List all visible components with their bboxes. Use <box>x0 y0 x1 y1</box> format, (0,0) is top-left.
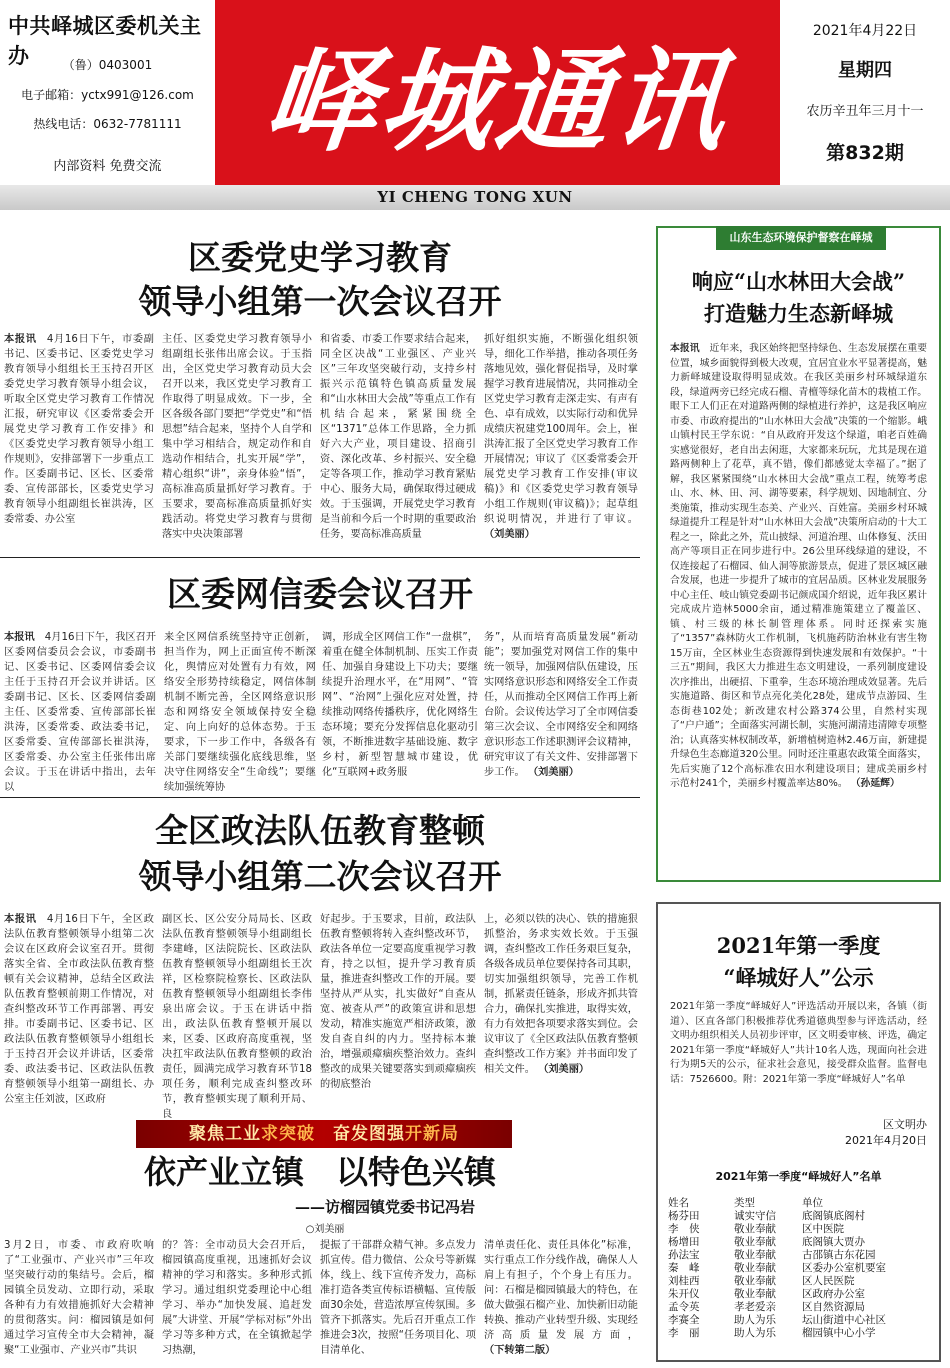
eco-feature-box <box>656 226 941 882</box>
good-body: 2021年第一季度“峄城好人”评选活动开展以来，各镇（街道）、区直各部门积极推荐优秀道德典型参与评选活动，经文明办组织相关人员初步评审，区文明委审核、评选，确定2021年第一季度“峄城好人”共计10名人选，现面向社会进行为期5天的公示，征求社会意见，接受群众监督。监督电话：7526600。附：2021年第一季度“峄城好人”名单 <box>670 1001 927 1085</box>
article4-text4: 清单责任化、责任具体化”标准，实行重点工作分线作战，确保人人肩上有担子，个个身上有压力。问：石榴是榴园镇最大的特色，在做大做强石榴产业、加快新旧动能转换、推动产业转型升级、实现经济高质量发展方面， <box>484 1240 638 1341</box>
person-unit: 榴园镇中心小学 <box>802 1327 876 1339</box>
good-sign-org: 区文明办 <box>883 1118 927 1131</box>
person-type: 敬业奉献 <box>734 1288 776 1300</box>
article1-col2 <box>162 332 312 548</box>
article3-headline <box>0 808 640 900</box>
good-sign <box>845 1116 927 1148</box>
list-row <box>668 1301 930 1314</box>
person-unit: 底阁镇底阁村 <box>802 1210 865 1222</box>
article3-col1 <box>4 912 154 1110</box>
person-name: 杨增田 <box>668 1236 700 1248</box>
person-unit: 区政府办公室 <box>802 1288 865 1300</box>
person-type: 孝老爱亲 <box>734 1301 776 1313</box>
article2-col4 <box>484 630 638 788</box>
article1-col1 <box>4 332 154 548</box>
article1-text3: 和省委、市委工作要求结合起来，同全区决战“工业强区、产业兴区”三年攻坚突破行动，支持乡村振兴示范镇特色镇高质量发展和“山水林田大会战”等重点工作有机结合起来，紧紧围绕全区“1371”总体工作思路，全力抓好六大产业，项目建设、招商引资、深化改革、乡村振兴、安全稳定等各项工作，推动学习教育紧贴中心、服务大局，确保取得过硬成效。于玉强调，开展党史学习教育是当前和今后一个时期的重要政治任务，要高标准高质量 <box>320 334 476 540</box>
article4-author: ○刘美丽 <box>305 1224 345 1235</box>
article1-col3 <box>320 332 476 548</box>
article4-text2: 的？答：全市动员大会召开后，榴园镇高度重视，迅速抓好会议精神的学习和落实。多种形式抓学习。通过组织党委理论中心组学习、举办“加快发展、追赶发展”大讲堂、开展“学标对标”外出学习等多种方式，在全镇掀起学习热潮， <box>162 1240 312 1356</box>
person-unit: 古邵镇古东花园 <box>802 1249 876 1261</box>
article3-text3: 好起步。于玉要求，目前，政法队伍教育整顿将转入查纠整改环节，政法各单位一定要高度重视学习教育，持之以恒，提升学习教育质量，推进查纠整改工作的开展。要坚持从严从实，扎实做好“自查从宽、被查从严”的政策宣讲和思想发动，精准实施宽严相济政策，激发自查自纠的内力。坚持标本兼治，增强顽瘴痼疾整治效力。查纠整改的成果关键要落实到顽瘴痼疾的彻底整治 <box>320 914 476 1090</box>
article3-text1: 4月16日下午，全区政法队伍教育整顿领导小组第二次会议在区政府会议室召开。贯彻落实全省、全市政法队伍教育整顿有关会议精神，总结全区政法队伍教育整顿前期工作情况，对查纠整改环节工作再部署、再安排。市委副书记、区委书记、区政法队伍教育整顿领导小组组长于玉持召开会议并讲话，区委常委、政法委书记、区政法队伍教育整顿领导小组第一副组长、办公室主任刘波，区政府 <box>4 914 154 1105</box>
email: 电子邮箱：yctx991@126.com <box>21 88 194 102</box>
article3-text2: 副区长、区公安分局局长、区政法队伍教育整顿领导小组副组长李建峰，区法院院长、区政法队伍教育整顿领导小组副组长王次祥，区检察院检察长、区政法队伍教育整顿领导小组副组长李伟泉出席会议。于玉在讲话中指出，政法队伍教育整顿开展以来，区委、区政府高度重视，坚决扛牢政法队伍教育整顿的政治责任，圆满完成学习教育环节18项任务，顺利完成查纠整改环节，教育整顿实现了顺利开局、良 <box>162 914 312 1120</box>
article2-col1 <box>4 630 156 793</box>
distribution-note: 内部资料 免费交流 <box>53 159 162 174</box>
header-name: 姓名 <box>668 1197 689 1209</box>
person-name: 李 丽 <box>668 1327 700 1339</box>
person-type: 敬业奉献 <box>734 1223 776 1235</box>
section-banner <box>136 1120 512 1148</box>
person-type: 敬业奉献 <box>734 1249 776 1261</box>
article3-byline: （刘美丽） <box>538 1064 590 1075</box>
good-people-list <box>668 1197 930 1340</box>
masthead-logo-panel <box>215 0 780 185</box>
article4-text3: 提振了干部群众精气神。多点发力抓宣传。借力微信、公众号等新媒体，线上、线下宣传齐发力，高标准打造各类宣传标语横幅、宣传版面30余处，营造浓厚宣传氛围。多管齐下抓落实。先后召开重点工作推进会3次，按照“任务项目化、项目清单化、 <box>320 1240 476 1356</box>
person-unit: 区委办公室机要室 <box>802 1262 886 1274</box>
good-title-line1: 2021年第一季度 <box>716 933 881 958</box>
good-people-box <box>656 902 941 1362</box>
article3-lead: 本报讯 <box>4 914 37 925</box>
eco-body <box>670 342 927 878</box>
person-name: 孙法宝 <box>668 1249 700 1261</box>
organizer: 中共峄城区委机关主办 <box>8 13 202 68</box>
article1-title-line2: 领导小组第一次会议召开 <box>138 282 502 321</box>
good-list-title: 2021年第一季度“峄城好人”名单 <box>715 1170 882 1183</box>
list-row <box>668 1327 930 1340</box>
list-row <box>668 1288 930 1301</box>
eco-title-line2: 打造魅力生态新峄城 <box>704 301 893 326</box>
list-row <box>668 1249 930 1262</box>
article2-text4: 务”，从而培育高质量发展“新动能”；要加强党对网信工作的集中统一领导，加强网信队伍建设，压实网络意识形态和网络安全工作责任，从而推动全区网信工作再上新台阶。会议传达学习了全市网信委第三次会议、全市网络安全和网络意识形态工作述职测评会议精神，研究审议了有关文件、安排部署下步工作。 <box>484 632 638 778</box>
banner-text-a: 聚焦工业 <box>189 1124 261 1144</box>
person-name: 杨芬田 <box>668 1210 700 1222</box>
divider <box>0 557 640 558</box>
eco-text: 近年来，我区始终把坚持绿色、生态发展摆在重要位置，城乡面貌得到极大改观，宜居宜业水平显著提高，魅力新峄城建设取得明显成效。在我区美丽乡村环城绿道东段，绿道两旁已经完成石榴、青檀等绿化苗木的栽植工作。眼下工人们正在对道路两侧的绿植进行养护，这是我区响应市委、市政府提出的“山水林田大会战”决策的一个缩影。峨山镇村民王学东说：“自从政府开发这个绿道，咱老百姓确实感觉很好，老自出去闲逛，大家都来玩玩，尤其是现在道路两侧种上了花草，真不错，像们都感觉太幸福了。”据了解，我区紧紧围绕“山水林田大会战”重点工程，统筹考虑山、水、林、田、河、湖等要素，科学规划、因地制宜、分类施策，推动实现生态美、产业兴、百姓富。美丽乡村环城绿道提升工程是针对“山水林田大会战”决策所启动的十大工程之一，除此之外，荒山披绿、河道治理、山体修复、沃田高产等项目正在同步进行中。26公里环线绿道的建设，不仅连接起了石榴园、仙人洞等旅游景点，促进了景区城区融合发展，也进一步提升了城市的宜居品质。区林业发展服务中心主任、岐山镇党委副书记颜成国介绍说，近年我区累计完成成片造林5000余亩，通过精准施策建立了覆盖区、镇、村三级的林长制管理体系。同时还探索实施了“1357”森林防火工作机制，飞机施药防治林业有害生物15万亩，全区林业生态资源得到快速发展和有效保护。“十三五”期间，我区大力推进生态文明建设，一系列制度建设次序推出，出硬招、下重拳，生态环境治理成效显著。先后实施道路、街区和节点亮化美化28处，建成节点游园、生态街巷102处；新改建农村公路374公里，自然村实现了“户户通”；全面落实河湖长制，实施河湖清违清障专项整治；认真落实林权制改革，新增植树造林2.46万亩，新建提升绿色生态廊道320公里。同时还注重惠农政策全面落实，先后实施了12个高标准农田水利建设项目；建成美丽乡村示范村241个，美丽乡村覆盖率达80%。 <box>670 343 928 789</box>
article3-text4: 上，必须以铁的决心、铁的措施狠抓整治，务求实效长效。于玉强调，查纠整改工作任务艰巨复杂，各级各成员单位要保持各司其职，切实加强组织领导，完善工作机制，抓紧责任链条，形成齐抓共管合力，确保扎实推进，取得实效，有力有效把各项要求落实到位。会议审议了《全区政法队伍教育整顿查纠整改工作方案》并书面印发了相关文件。 <box>484 914 638 1075</box>
article2-byline: （刘美丽） <box>528 767 579 778</box>
permit-number: （鲁）0403001 <box>62 58 153 72</box>
issue-date: 2021年4月22日 <box>812 23 918 39</box>
person-name: 孟令英 <box>668 1301 700 1313</box>
article4-subtitle: ——访榴园镇党委书记冯岩 <box>294 1198 475 1216</box>
person-name: 秦 峰 <box>668 1262 700 1274</box>
article3-title-line1: 全区政法队伍教育整顿 <box>155 811 485 850</box>
article1-headline <box>0 236 640 324</box>
article1-lead: 本报讯 <box>4 334 37 345</box>
article2-headline: 区委网信委会议召开 <box>167 575 473 615</box>
person-type: 助人为乐 <box>734 1314 776 1326</box>
article1-text4: 抓好组织实施，不断强化组织领导，细化工作举措，推动各项任务落地见效，强化督促指导，及时掌握学习教育进展情况，共同推动全区党史学习教育走深走实、有声有色、卓有成效，以实际行动和优异成绩庆祝建党100周年。会上，崔洪涛汇报了全区党史学习教育工作开展情况；审议了《区委常委会开展党史学习教育工作安排(审议稿)》和《区委党史学习教育领导小组工作规则(审议稿)》；起草组织说明情况，并进行了审议。 <box>484 334 638 525</box>
header-unit: 单位 <box>802 1197 823 1209</box>
pinyin-band: YI CHENG TONG XUN <box>0 185 950 210</box>
person-name: 刘桂西 <box>668 1275 700 1287</box>
masthead-right <box>780 0 950 185</box>
issue-number: 第832期 <box>826 142 904 164</box>
article2-text1: 4月16日下午，我区召开区委网信委员会会议，市委副书记、区委书记、区委网信委会议主任于玉持召开会议并讲话。区委副书记、区长、区委网信委副主任、区委常委、宣传部部长崔洪涛，区委常委、政法委书记，区委常委、宣传部部长崔洪涛，区委常委、办公室主任张伟出席会议。于玉在讲话中指出，去年以 <box>4 632 156 793</box>
list-row <box>668 1210 930 1223</box>
person-type: 助人为乐 <box>734 1327 776 1339</box>
header-type: 类型 <box>734 1197 755 1209</box>
list-header <box>668 1197 930 1210</box>
person-unit: 区人民医院 <box>802 1275 855 1287</box>
eco-tag-banner: 山东生态环境保护督察在峄城 <box>716 226 886 250</box>
banner-text-d: 开新局 <box>405 1124 459 1144</box>
article3-col4 <box>484 912 638 1110</box>
article1-text1: 4月16日下午，市委副书记、区委书记、区委党史学习教育领导小组组长王玉持召开区委党史学习教育领导小组会议，听取全区党史学习教育工作情况汇报，研究审议《区委常委会开展党史学习教育工作安排》和《区委党史学习教育领导小组工作规则》，安排部署下一步重点工作。区委副书记、区长、区委常委、宣传部部长，区委党史学习教育领导小组副组长崔洪涛，区委常委、办公室 <box>4 334 154 525</box>
weekday: 星期四 <box>838 60 892 81</box>
article4-headline: 依产业立镇 以特色兴镇 <box>143 1153 496 1191</box>
hotline: 热线电话：0632-7781111 <box>33 117 182 131</box>
article4-col4 <box>484 1238 638 1366</box>
article2-text2: 来全区网信系统坚持守正创新，担当作为，网上正面宣传不断深化，舆情应对处置有力有效，网络安全形势持续稳定，网信体制机制不断完善，全区网络意识形态和网络安全领域保持安全稳定、向上向好的总体态势。于玉要求，下一步工作中，各级各有关部门要继续强化底线思维，坚决守住网络安全“生命线”；要继续加强统筹协 <box>164 632 316 793</box>
divider <box>0 797 640 798</box>
newspaper-logo: 峄城通讯 <box>257 36 736 167</box>
good-title-line2: “峄城好人”公示 <box>723 965 874 990</box>
article2-text3: 调，形成全区网信工作“一盘棋”，着重在健全体制机制、压实工作责任、加强自身建设上下功夫；要继续提升治理水平，在“用网”、“管网”、“治网”上强化应对处置，持续推动网络传播秩序，优化网络生态环境；要充分发挥信息化驱动引领，不断推进数字基础设施、数字乡村，新型智慧城市建设，优化“互联网+政务服 <box>322 632 478 778</box>
person-unit: 底阁镇大贾办 <box>802 1236 865 1248</box>
eco-title-line1: 响应“山水林田大会战” <box>691 269 906 294</box>
article2-lead: 本报讯 <box>4 632 35 643</box>
list-row <box>668 1236 930 1249</box>
person-type: 敬业奉献 <box>734 1275 776 1287</box>
person-unit: 区中医院 <box>802 1223 844 1235</box>
eco-lead: 本报讯 <box>670 343 700 354</box>
article2-col3 <box>322 630 478 788</box>
article3-title-line2: 领导小组第二次会议召开 <box>138 857 502 896</box>
banner-text-c: 奋发图强 <box>333 1124 405 1144</box>
banner-text-b: 求突破 <box>261 1124 315 1144</box>
article1-col4 <box>484 332 638 548</box>
good-sign-date: 2021年4月20日 <box>845 1134 927 1147</box>
lunar-date: 农历辛丑年三月十一 <box>806 104 924 119</box>
article1-text2: 主任、区委党史学习教育领导小组副组长张伟出席会议。于玉指出，全区党史学习教育动员大会召开以来，我区党史学习教育工作取得了明显成效。下一步，全区各级各部门要把“学党史”和“悟思想”结合起来，坚持个人自学和集中学习相结合，规定动作和自选动作相结合，扎实开展“学”，精心组织“讲”，亲身体验“悟”，高标准高质量抓好学习教育。于玉要求，要高标准高质量抓好实践活动。将党史学习教育与贯彻落实中央决策部署 <box>162 334 312 540</box>
person-unit: 坛山街道中心社区 <box>802 1314 886 1326</box>
person-type: 诚实守信 <box>734 1210 776 1222</box>
person-name: 李赛全 <box>668 1314 700 1326</box>
article3-col2 <box>162 912 312 1120</box>
article4-col1 <box>4 1238 154 1366</box>
person-unit: 区自然资源局 <box>802 1301 865 1313</box>
masthead-left <box>0 0 215 185</box>
person-type: 敬业奉献 <box>734 1262 776 1274</box>
list-row <box>668 1314 930 1327</box>
eco-byline: （孙延辉） <box>850 778 900 789</box>
person-name: 朱开仪 <box>668 1288 700 1300</box>
article4-col2 <box>162 1238 312 1366</box>
article4-text1: 3月2日，市委、市政府吹响了“工业强市、产业兴市”三年攻坚突破行动的集结号。会后，榴园镇全员发动、立即行动，采取各种有力有效措施抓好大会精神的贯彻落实。问：榴园镇是如何通过学习宣传全市大会精神，凝聚“工业强市、产业兴市”共识 <box>4 1240 154 1356</box>
list-row <box>668 1262 930 1275</box>
list-row <box>668 1275 930 1288</box>
article3-col3 <box>320 912 476 1110</box>
article1-byline: （刘美丽） <box>484 529 535 540</box>
list-row <box>668 1223 930 1236</box>
person-name: 李 侠 <box>668 1223 700 1235</box>
article4-continued: （下转第二版） <box>484 1345 556 1356</box>
article2-col2 <box>164 630 316 793</box>
person-type: 敬业奉献 <box>734 1236 776 1248</box>
article4-col3 <box>320 1238 476 1366</box>
article1-title-line1: 区委党史学习教育 <box>188 238 452 277</box>
